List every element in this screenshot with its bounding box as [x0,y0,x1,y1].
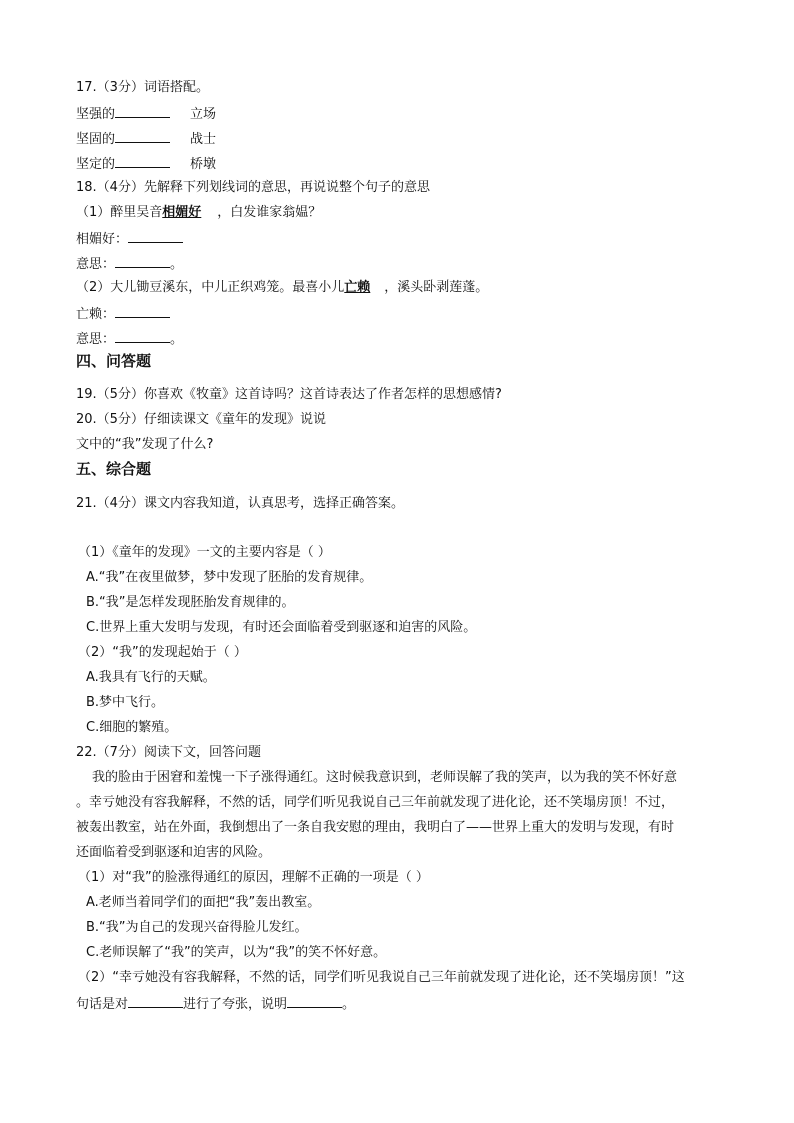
q21-sub1-option-b: B.“我”是怎样发现胚胎发育规律的。 [86,595,295,610]
q17-header: 17.（3分）词语搭配。 [76,80,209,95]
q18-part1-post: ，白发谁家翁媪？ [217,205,322,220]
q22-header: 22.（7分）阅读下文，回答问题 [76,745,261,760]
q18-part1-meaning-line [76,253,183,275]
q18-part1-word-line [76,228,183,250]
q21-sub2-option-c: C.细胞的繁殖。 [86,720,178,735]
q17-row-1-left: 坚强的 [76,107,116,122]
q18-part2-meaning-blank[interactable] [115,328,170,343]
q21-sub2-option-a: A.我具有飞行的天赋。 [86,670,216,685]
q18-part1-word-label: 相媚好： [76,232,129,247]
q20-line-1: 20.（5分）仔细读课文《童年的发现》说说 [76,412,326,427]
q18-part2-meaning-end: 。 [170,332,184,347]
q18-part2-meaning-line [76,328,183,350]
q18-part1-meaning-label: 意思： [76,257,116,272]
q22-sub2-text-a: 句话是对 [76,997,129,1012]
q22-sub2-text-c: 。 [342,997,356,1012]
q18-part1-meaning-blank[interactable] [115,253,170,268]
q18-part1-meaning-end: 。 [170,257,184,272]
q18-part1-line [76,203,321,223]
q18-part1-word-blank[interactable] [128,228,183,243]
section-4-title: 四、问答题 [76,352,152,370]
q22-sub1-option-b: B.“我”为自己的发现兴奋得脸儿发红。 [86,920,308,935]
q22-sub2-line-1: （2）“幸亏她没有容我解释，不然的话，同学们听见我说自己三年前就发现了进化论，还不笑塌房顶！”这 [78,970,685,985]
q22-sub2-line-2 [76,993,355,1015]
q22-sub1-option-c: C.老师误解了“我”的笑声，以为“我”的笑不怀好意。 [86,945,387,960]
q18-part2-word-label: 亡赖： [76,307,116,322]
q22-sub2-blank-2[interactable] [287,993,342,1008]
q17-row-1-right: 立场 [190,107,217,122]
q22-sub1-option-a: A.老师当着同学们的面把“我”轰出教室。 [86,895,321,910]
q21-sub1-stem: （1）《童年的发现》一文的主要内容是（ ） [78,545,331,560]
q21-sub1-option-c: C.世界上重大发明与发现，有时还会面临着受到驱逐和迫害的风险。 [86,620,477,635]
q22-passage-line-1: 我的脸由于困窘和羞愧一下子涨得通红。这时候我意识到，老师误解了我的笑声，以为我的笑不怀好意 [92,770,678,785]
q21-sub1-option-a: A.“我”在夜里做梦，梦中发现了胚胎的发育规律。 [86,570,373,585]
q18-part2-pre: （2）大儿锄豆溪东，中儿正织鸡笼。最喜小儿 [76,280,345,295]
q17-row-2 [76,128,216,150]
q18-part1-pre: （1）醉里吴音 [76,205,163,220]
q18-part2-post: ，溪头卧剥莲蓬。 [384,280,489,295]
q18-part1-underlined-word: 相媚好 [162,205,202,220]
q18-part2-line [76,278,488,298]
q22-passage-line-4: 还面临着受到驱逐和迫害的风险。 [76,845,272,860]
q17-row-1-blank[interactable] [115,103,170,118]
q17-row-1 [76,103,216,125]
q17-row-3 [76,153,216,175]
q17-row-2-left: 坚固的 [76,132,116,147]
q21-header: 21.（4分）课文内容我知道，认真思考，选择正确答案。 [76,496,404,511]
q18-part2-word-line [76,303,170,325]
q18-part2-word-blank[interactable] [115,303,170,318]
section-5-title: 五、综合题 [76,460,152,478]
q22-sub2-blank-1[interactable] [128,993,183,1008]
q22-passage-line-2: 。幸亏她没有容我解释，不然的话，同学们听见我说自己三年前就发现了进化论，还不笑塌房顶！不过， [76,795,675,810]
q22-passage-line-3: 被轰出教室，站在外面，我倒想出了一条自我安慰的理由，我明白了——世界上重大的发明与发现，有时 [76,820,675,835]
q19-text: 19.（5分）你喜欢《牧童》这首诗吗？这首诗表达了作者怎样的思想感情? [76,387,502,402]
q17-row-2-right: 战士 [190,132,217,147]
q22-sub1-stem: （1）对“我”的脸涨得通红的原因，理解不正确的一项是（ ） [78,870,429,885]
q18-part2-meaning-label: 意思： [76,332,116,347]
q21-sub2-stem: （2）“我”的发现起始于（ ） [78,645,247,660]
q17-row-3-left: 坚定的 [76,157,116,172]
q21-sub2-option-b: B.梦中飞行。 [86,695,165,710]
q22-sub2-text-b: 进行了夸张，说明 [183,997,288,1012]
q20-line-2: 文中的“我”发现了什么? [76,437,214,452]
q17-row-3-right: 桥墩 [190,157,217,172]
q17-row-2-blank[interactable] [115,128,170,143]
q17-row-3-blank[interactable] [115,153,170,168]
q18-header: 18.（4分）先解释下列划线词的意思，再说说整个句子的意思 [76,180,430,195]
q18-part2-underlined-word: 亡赖 [344,280,371,295]
